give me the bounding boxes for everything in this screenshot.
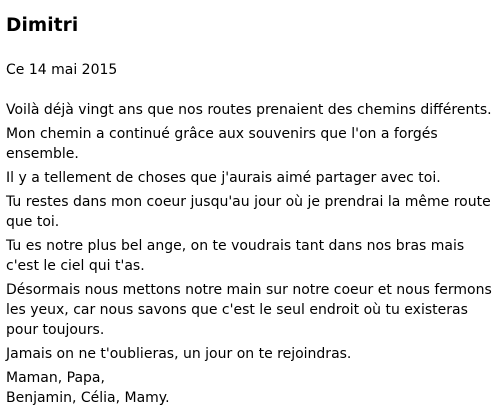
memorial-page [6, 14, 496, 408]
message-body [6, 100, 496, 408]
paragraph: Jamais on ne t'oublieras, un jour on te rejoindras. [6, 346, 352, 362]
paragraph: Tu es notre plus bel ange, on te voudrais tant dans nos bras mais c'est le ciel qui t'as. [6, 238, 465, 274]
paragraph: Voilà déjà vingt ans que nos routes prenaient des chemins différents. [6, 102, 492, 118]
page-title: Dimitri [6, 15, 79, 36]
signature [6, 368, 496, 408]
paragraph: Mon chemin a continué grâce aux souvenirs que l'on a forgés ensemble. [6, 126, 438, 162]
date-line: Ce 14 mai 2015 [6, 62, 118, 78]
paragraph: Tu restes dans mon coeur jusqu'au jour où je prendrai la même route que toi. [6, 194, 491, 230]
paragraph: Il y a tellement de choses que j'aurais aimé partager avec toi. [6, 170, 441, 186]
signature-line: Maman, Papa, [6, 370, 105, 386]
paragraph: Désormais nous mettons notre main sur notre coeur et nous fermons les yeux, car nous savons que c'est le seul endroit où tu existeras pour toujours. [6, 282, 492, 338]
signature-line: Benjamin, Célia, Mamy. [6, 390, 170, 406]
